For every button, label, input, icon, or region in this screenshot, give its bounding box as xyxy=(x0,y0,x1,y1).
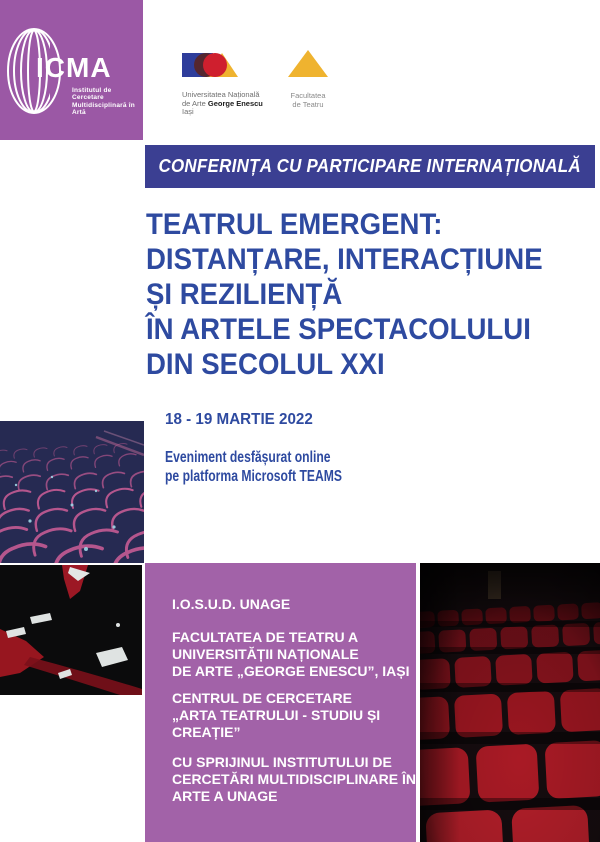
title-line: ȘI REZILIENȚĂ xyxy=(146,278,343,311)
event-info-line: Eveniment desfășurat online xyxy=(165,449,331,466)
icma-subtitle-line: Institutul de xyxy=(72,87,112,94)
banner-text: CONFERINȚA CU PARTICIPARE INTERNAȚIONALĂ xyxy=(158,156,582,176)
organizers-panel xyxy=(145,563,416,842)
organizer-line: I.O.S.U.D. UNAGE xyxy=(172,596,291,612)
icma-subtitle-line: Cercetare xyxy=(72,94,104,102)
photo-blue-theater-seats xyxy=(0,421,144,563)
faculty-logo xyxy=(283,50,333,109)
photo-dark-seats-papers xyxy=(0,565,142,695)
title-line: DISTANȚARE, INTERACȚIUNE xyxy=(146,243,543,276)
university-name-line2: de Arte George Enescu xyxy=(182,98,263,108)
poster-title xyxy=(146,207,543,382)
organizer-line: CREAȚIE” xyxy=(172,724,241,740)
icma-subtitle xyxy=(72,87,135,117)
photo-red-theater-seats xyxy=(420,563,600,842)
organizer-group xyxy=(172,596,416,613)
organizer-line: „ARTA TEATRULUI - STUDIU ȘI xyxy=(172,707,381,723)
icma-logo xyxy=(0,0,143,140)
organizer-line: DE ARTE „GEORGE ENESCU”, IAȘI xyxy=(172,663,410,679)
organizer-line: CENTRUL DE CERCETARE xyxy=(172,690,352,706)
university-name-line3: Iași xyxy=(182,107,194,117)
university-name-line1: Universitatea Națională xyxy=(182,90,260,99)
organizer-line: UNIVERSITĂȚII NAȚIONALE xyxy=(172,646,359,662)
university-logo-icon xyxy=(182,51,240,79)
faculty-name-line2: de Teatru xyxy=(292,99,324,109)
event-date: 18 - 19 MARTIE 2022 xyxy=(165,411,313,428)
title-line: TEATRUL EMERGENT: xyxy=(146,208,443,241)
event-info-line: pe platforma Microsoft TEAMS xyxy=(165,468,343,485)
faculty-name-line1: Facultatea xyxy=(290,91,326,100)
faculty-name xyxy=(283,92,333,109)
title-line: ÎN ARTELE SPECTACOLULUI xyxy=(146,313,531,346)
university-name xyxy=(182,91,263,117)
organizer-line: FACULTATEA DE TEATRU A xyxy=(172,629,359,645)
organizer-group xyxy=(172,754,416,805)
icma-subtitle-line: Multidisciplinară în xyxy=(72,101,135,109)
university-logo xyxy=(182,51,263,117)
organizer-group xyxy=(172,690,416,741)
organizer-line: ARTE A UNAGE xyxy=(172,788,278,804)
title-line: DIN SECOLUL XXI xyxy=(146,348,385,381)
icma-subtitle-line: Artă xyxy=(72,109,86,117)
event-info xyxy=(165,448,342,486)
faculty-triangle-icon xyxy=(288,50,328,77)
organizer-line: CERCETĂRI MULTIDISCIPLINARE ÎN xyxy=(172,771,416,787)
conference-banner xyxy=(145,145,595,188)
organizer-group xyxy=(172,629,416,680)
icma-acronym: ICMA xyxy=(36,52,112,83)
organizer-line: CU SPRIJINUL INSTITUTULUI DE xyxy=(172,754,392,770)
